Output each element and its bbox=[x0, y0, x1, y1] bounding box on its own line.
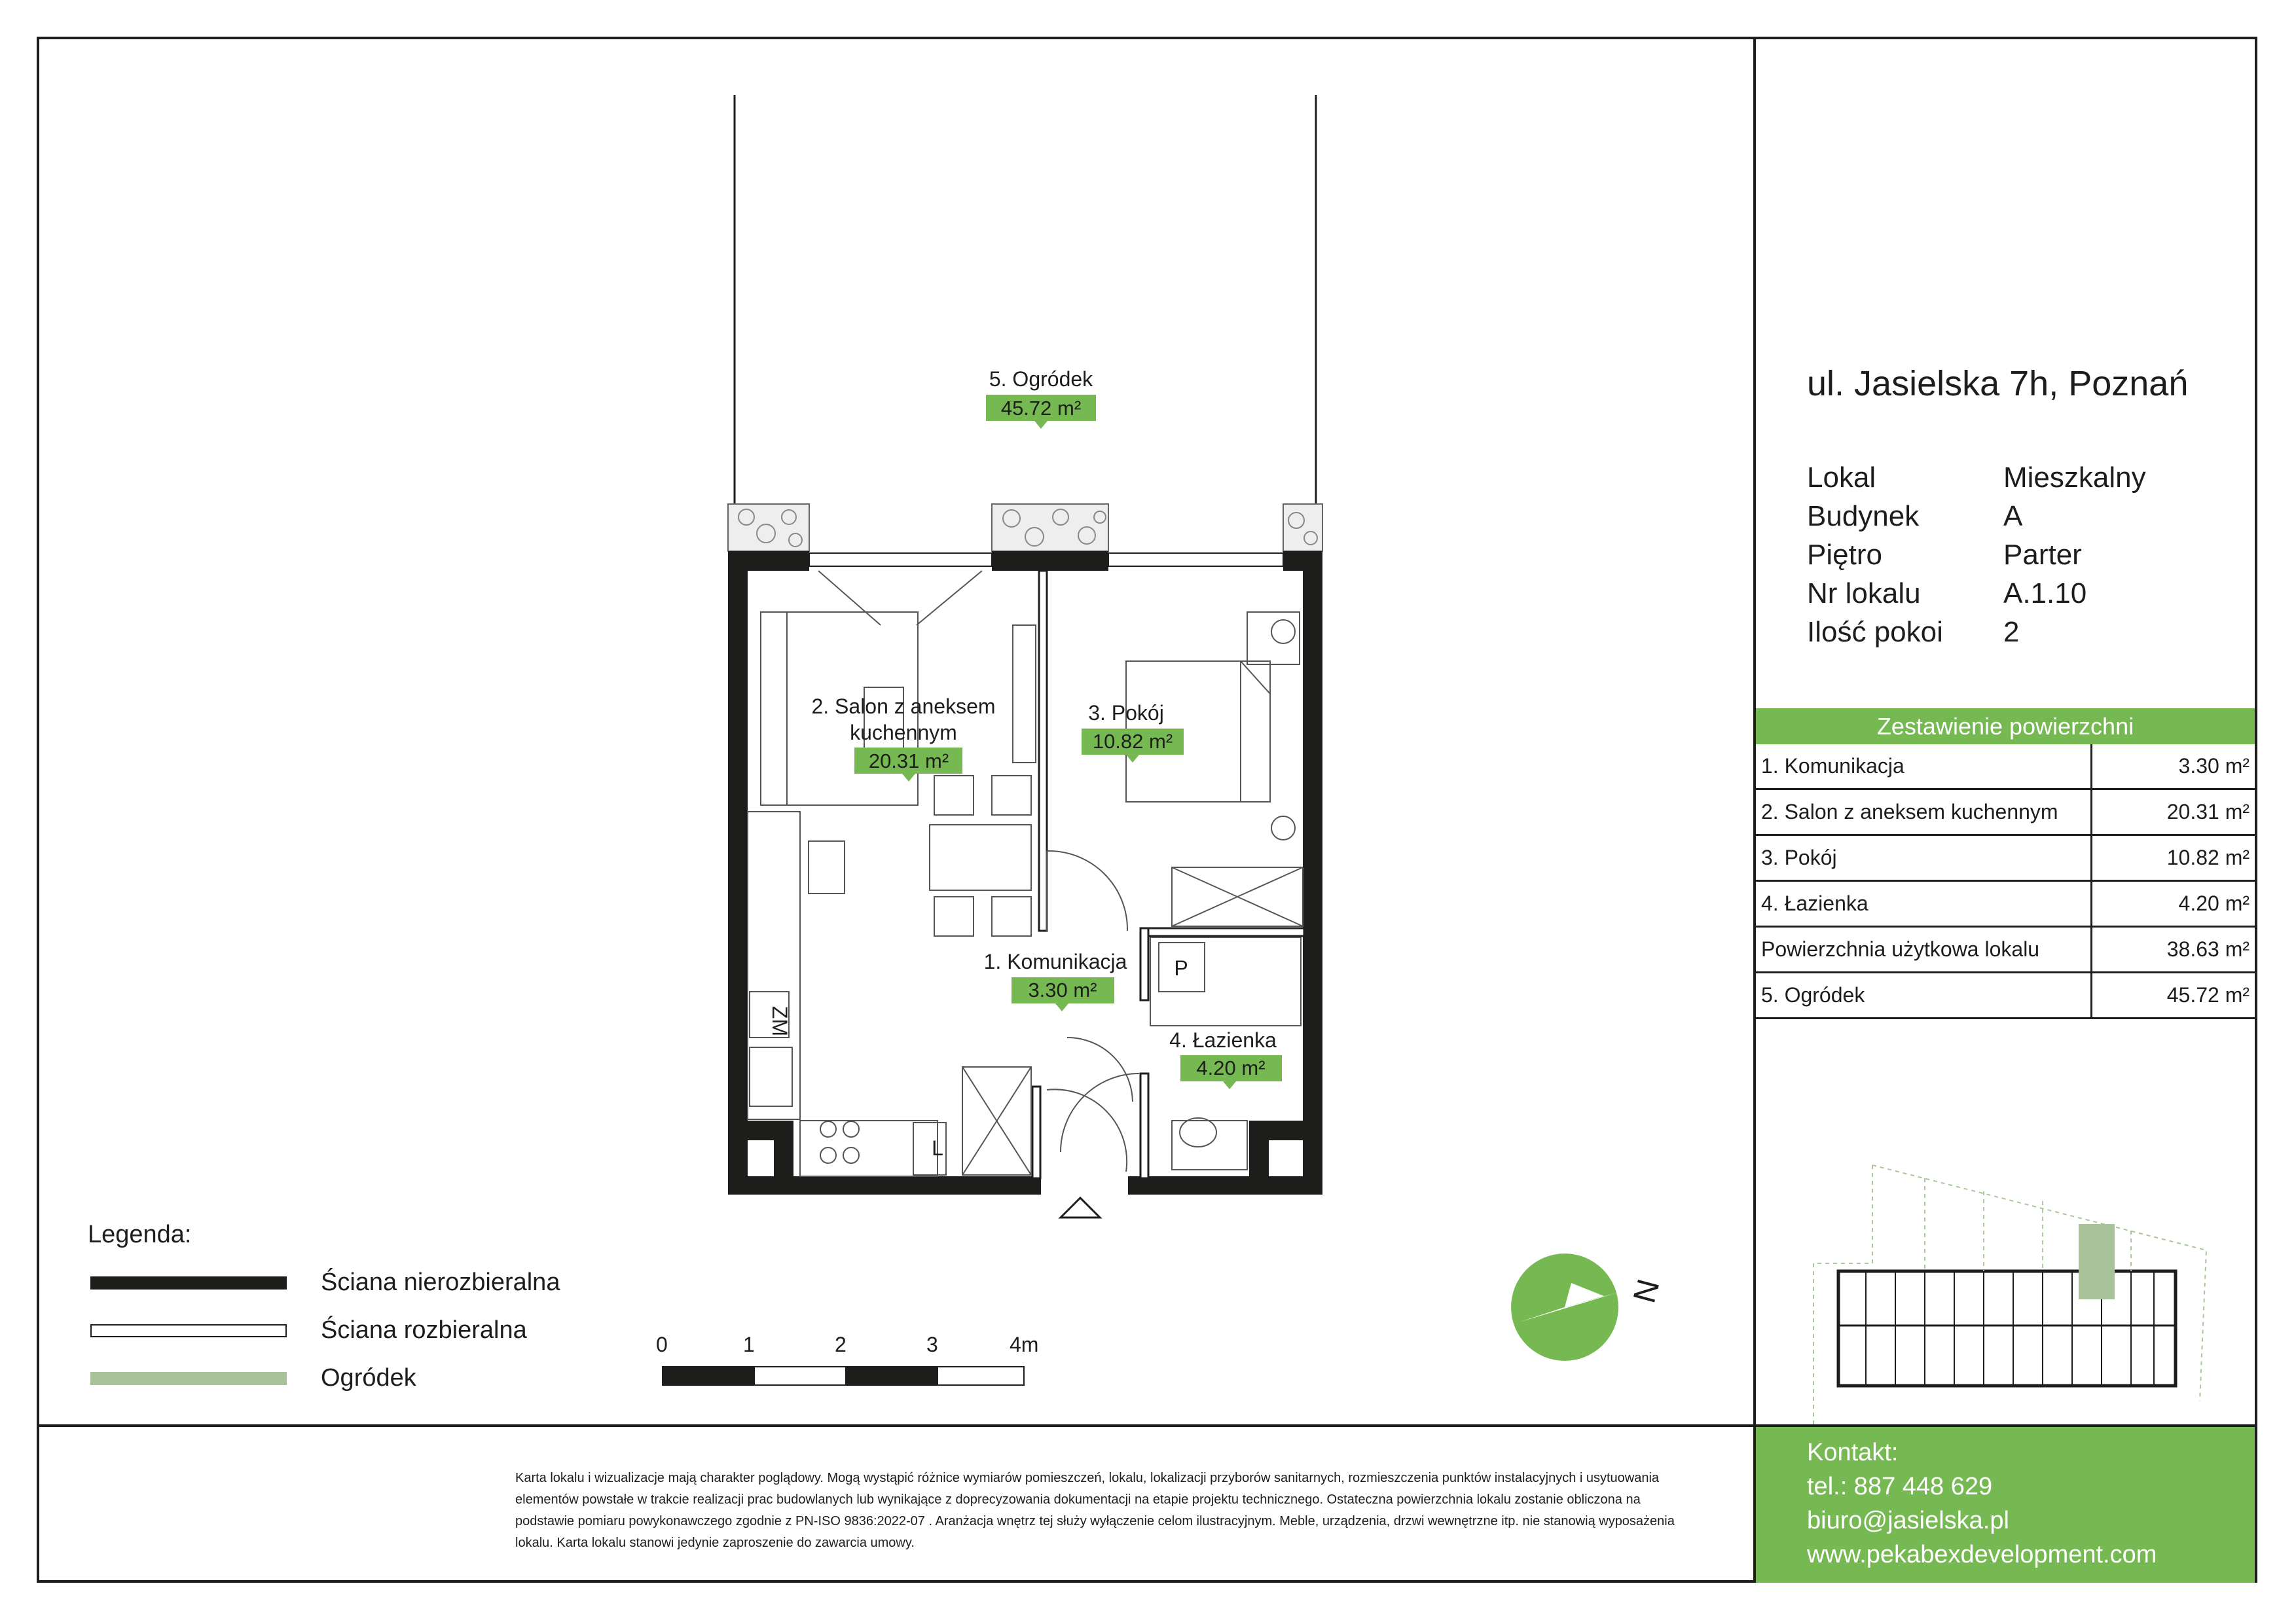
salon-name-line1: 2. Salon z aneksem bbox=[811, 695, 996, 718]
legend-swatch bbox=[90, 1372, 287, 1385]
dishwasher-label: ZM bbox=[768, 1005, 792, 1037]
row-area: 4.20 m² bbox=[2090, 882, 2255, 926]
info-label: Budynek bbox=[1807, 500, 1920, 532]
info-label: Nr lokalu bbox=[1807, 577, 1921, 609]
salon-name-line2: kuchennym bbox=[850, 721, 957, 744]
garden-area: 45.72 m² bbox=[1000, 397, 1082, 420]
load-bearing-walls bbox=[728, 551, 1322, 1195]
summary-title: Zestawienie powierzchni bbox=[1756, 708, 2255, 744]
parking-label: P bbox=[1174, 956, 1188, 980]
legend-swatch bbox=[90, 1276, 287, 1290]
table-row bbox=[1756, 790, 2255, 836]
row-area: 3.30 m² bbox=[2090, 744, 2255, 788]
scale-label: 0 bbox=[656, 1333, 668, 1356]
site-key-plan bbox=[1813, 1165, 2206, 1427]
pokoj-name: 3. Pokój bbox=[1088, 701, 1164, 725]
lazienka-area: 4.20 m² bbox=[1196, 1056, 1266, 1079]
row-area: 38.63 m² bbox=[2090, 928, 2255, 971]
komunikacja-name: 1. Komunikacja bbox=[983, 950, 1127, 973]
info-value: A.1.10 bbox=[2003, 577, 2087, 609]
row-area: 20.31 m² bbox=[2090, 790, 2255, 834]
info-row-lokal bbox=[1807, 458, 2146, 497]
table-row bbox=[1756, 836, 2255, 882]
scale-bar bbox=[663, 1367, 1024, 1385]
row-name: 1. Komunikacja bbox=[1761, 754, 1904, 778]
info-label: Lokal bbox=[1807, 461, 1876, 494]
gravel-strips bbox=[728, 504, 1322, 551]
compass-icon bbox=[1511, 1254, 1618, 1361]
scale-label: 1 bbox=[743, 1333, 755, 1356]
unit-info bbox=[1807, 458, 2146, 651]
scale-label: 4m bbox=[1010, 1333, 1039, 1356]
info-row-ilosc-pokoi bbox=[1807, 613, 2146, 651]
garden-name: 5. Ogródek bbox=[989, 367, 1093, 391]
info-label: Piętro bbox=[1807, 539, 1882, 571]
info-value: Parter bbox=[2003, 539, 2082, 571]
row-name: 3. Pokój bbox=[1761, 846, 1837, 869]
scale-label: 2 bbox=[835, 1333, 847, 1356]
contact-email[interactable]: biuro@jasielska.pl bbox=[1807, 1507, 2009, 1534]
info-row-pietro bbox=[1807, 535, 2146, 574]
table-row bbox=[1756, 973, 2255, 1019]
entrance-marker bbox=[1061, 1198, 1100, 1218]
legend-label: Ściana nierozbieralna bbox=[321, 1269, 560, 1296]
contact-website[interactable]: www.pekabexdevelopment.com bbox=[1807, 1541, 2157, 1568]
info-value: 2 bbox=[2003, 616, 2020, 648]
legend-label: Ściana rozbieralna bbox=[321, 1316, 527, 1344]
salon-area: 20.31 m² bbox=[868, 749, 949, 772]
info-label: Ilość pokoi bbox=[1807, 616, 1943, 648]
fridge-label: L bbox=[932, 1136, 943, 1160]
row-name: Powierzchnia użytkowa lokalu bbox=[1761, 937, 2040, 961]
info-value: Mieszkalny bbox=[2003, 461, 2146, 494]
contact-title: Kontakt: bbox=[1807, 1439, 1899, 1466]
legend-label: Ogródek bbox=[321, 1364, 416, 1392]
disclaimer: Karta lokalu i wizualizacje mają charakter poglądowy. Mogą wystąpić różnice wymiarów pomieszczeń, lokalu, lokalizacji przyborów sanitarnych, rozmieszczenia punktów instalacyjnych i usytuowania elementów powstałe w trakcie realizacji prac budowlanych lub wynikające z doprecyzowania dokumentacji na etapie projektu technicznego. Ostateczna powierzchnia lokalu zostanie obliczona na podstawie pomiaru powykonawczego zgodnie z PN-ISO 9836:2022-07 . Aranżacja wnętrz tej służy wyłączenie celom ilustracyjnym. Meble, urządzenia, drzwi wewnętrzne itp. nie stanowią wyposażenia lokalu. Karta lokalu stanowi jedynie zaproszenie do zawarcia umowy. bbox=[515, 1471, 1675, 1550]
info-value: A bbox=[2003, 500, 2023, 532]
info-row-nr-lokalu bbox=[1807, 574, 2146, 613]
row-name: 4. Łazienka bbox=[1761, 892, 1868, 915]
area-summary-table bbox=[1756, 708, 2255, 1019]
row-name: 2. Salon z aneksem kuchennym bbox=[1761, 800, 2058, 823]
contact-phone[interactable]: tel.: 887 448 629 bbox=[1807, 1473, 1993, 1500]
row-area: 45.72 m² bbox=[2090, 973, 2255, 1017]
table-row bbox=[1756, 928, 2255, 973]
scale-label: 3 bbox=[926, 1333, 938, 1356]
address-title: ul. Jasielska 7h, Poznań bbox=[1807, 364, 2189, 403]
furniture bbox=[748, 571, 1303, 1176]
partition-walls bbox=[1032, 571, 1304, 1178]
key-plan-highlight bbox=[2079, 1224, 2115, 1299]
north-label: N bbox=[1627, 1275, 1667, 1307]
row-area: 10.82 m² bbox=[2090, 836, 2255, 880]
komunikacja-area: 3.30 m² bbox=[1028, 979, 1097, 1001]
lazienka-name: 4. Łazienka bbox=[1169, 1028, 1277, 1052]
row-name: 5. Ogródek bbox=[1761, 983, 1865, 1007]
info-row-budynek bbox=[1807, 497, 2146, 535]
legend-swatch bbox=[90, 1324, 287, 1337]
pokoj-area: 10.82 m² bbox=[1092, 730, 1173, 753]
table-row bbox=[1756, 882, 2255, 928]
table-row bbox=[1756, 744, 2255, 790]
contact-box bbox=[1756, 1427, 2255, 1583]
legend-title: Legenda: bbox=[88, 1221, 192, 1248]
